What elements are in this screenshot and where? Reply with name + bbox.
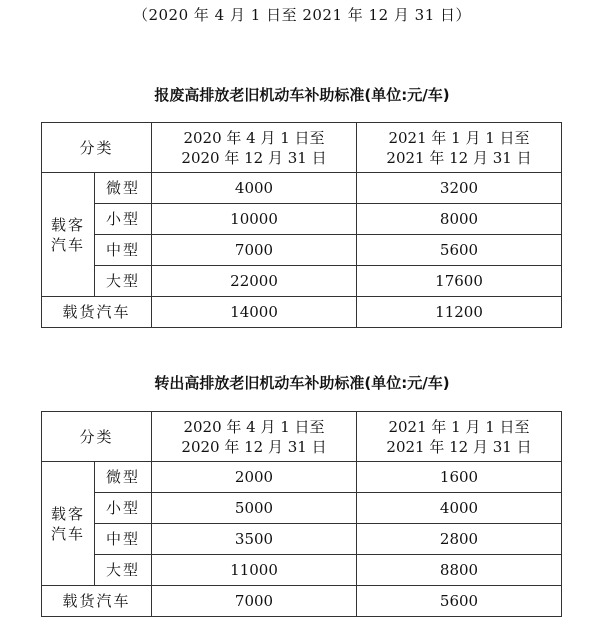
table-row xyxy=(42,462,562,493)
vehicle-type: 小型 xyxy=(95,204,152,235)
category-header: 分类 xyxy=(42,123,152,173)
value-2021: 8000 xyxy=(357,204,562,235)
value-2020: 5000 xyxy=(152,493,357,524)
period-2020-header xyxy=(152,123,357,173)
vehicle-type: 微型 xyxy=(95,173,152,204)
table-row xyxy=(42,173,562,204)
period-2020-end: 2020 年 12 月 31 日 xyxy=(181,437,327,456)
value-2020: 22000 xyxy=(152,266,357,297)
transfer-subsidy-title: 转出高排放老旧机动车补助标准(单位:元/车) xyxy=(154,374,450,392)
value-2021: 5600 xyxy=(357,235,562,266)
table-row xyxy=(42,493,562,524)
value-2021: 11200 xyxy=(357,297,562,328)
period-2021-start: 2021 年 1 月 1 日至 xyxy=(388,128,530,147)
passenger-label-line2: 汽车 xyxy=(50,235,85,254)
transfer-subsidy-table xyxy=(41,411,562,617)
vehicle-type: 大型 xyxy=(95,555,152,586)
vehicle-type: 微型 xyxy=(95,462,152,493)
value-2020: 7000 xyxy=(152,235,357,266)
table-row-truck xyxy=(42,297,562,328)
vehicle-type: 中型 xyxy=(95,235,152,266)
value-2020: 2000 xyxy=(152,462,357,493)
vehicle-type: 小型 xyxy=(95,493,152,524)
category-header: 分类 xyxy=(42,412,152,462)
period-2021-header xyxy=(357,412,562,462)
period-2020-start: 2020 年 4 月 1 日至 xyxy=(183,417,325,436)
passenger-car-label xyxy=(42,173,95,297)
passenger-label-line2: 汽车 xyxy=(50,524,85,543)
vehicle-type: 中型 xyxy=(95,524,152,555)
table-row xyxy=(42,266,562,297)
value-2021: 8800 xyxy=(357,555,562,586)
table-header-row xyxy=(42,123,562,173)
table-header-row xyxy=(42,412,562,462)
period-2021-end: 2021 年 12 月 31 日 xyxy=(386,437,532,456)
period-2021-start: 2021 年 1 月 1 日至 xyxy=(388,417,530,436)
table-row-truck xyxy=(42,586,562,617)
period-2020-header xyxy=(152,412,357,462)
table-row xyxy=(42,524,562,555)
truck-label: 载货汽车 xyxy=(42,297,152,328)
scrap-subsidy-title: 报废高排放老旧机动车补助标准(单位:元/车) xyxy=(154,86,450,104)
value-2020: 4000 xyxy=(152,173,357,204)
passenger-car-label xyxy=(42,462,95,586)
truck-label: 载货汽车 xyxy=(42,586,152,617)
period-2020-end: 2020 年 12 月 31 日 xyxy=(181,148,327,167)
value-2020: 10000 xyxy=(152,204,357,235)
value-2020: 7000 xyxy=(152,586,357,617)
passenger-label-line1: 载客 xyxy=(50,504,85,523)
value-2021: 3200 xyxy=(357,173,562,204)
period-2021-end: 2021 年 12 月 31 日 xyxy=(386,148,532,167)
table-row xyxy=(42,235,562,266)
value-2020: 3500 xyxy=(152,524,357,555)
period-subtitle: （2020 年 4 月 1 日至 2021 年 12 月 31 日） xyxy=(132,6,472,24)
value-2021: 4000 xyxy=(357,493,562,524)
value-2021: 2800 xyxy=(357,524,562,555)
value-2020: 14000 xyxy=(152,297,357,328)
passenger-label-line1: 载客 xyxy=(50,215,85,234)
period-2021-header xyxy=(357,123,562,173)
value-2021: 5600 xyxy=(357,586,562,617)
table-row xyxy=(42,555,562,586)
value-2021: 17600 xyxy=(357,266,562,297)
scrap-subsidy-table xyxy=(41,122,562,328)
vehicle-type: 大型 xyxy=(95,266,152,297)
value-2021: 1600 xyxy=(357,462,562,493)
period-2020-start: 2020 年 4 月 1 日至 xyxy=(183,128,325,147)
value-2020: 11000 xyxy=(152,555,357,586)
table-row xyxy=(42,204,562,235)
